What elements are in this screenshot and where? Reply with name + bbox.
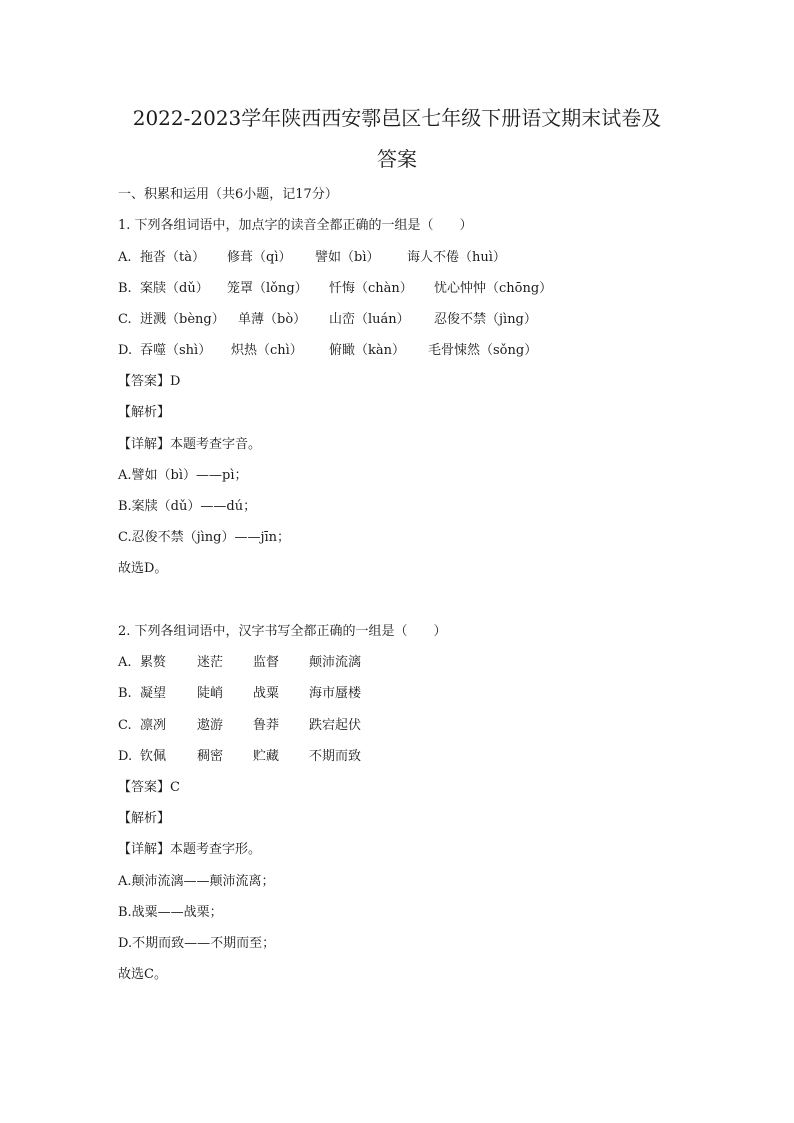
- option-word: 迷茫: [197, 655, 224, 670]
- option-word: 累赘: [140, 655, 167, 670]
- option-word: 诲人不倦（huì）: [407, 250, 506, 265]
- option-letter: D.: [118, 749, 133, 764]
- question-2-analysis-heading: 【解析】: [118, 811, 171, 826]
- question-2-option-b: [118, 686, 418, 702]
- option-letter: A.: [118, 655, 132, 670]
- option-word: 海市蜃楼: [309, 686, 362, 701]
- document-title-continued: 答案: [377, 147, 417, 171]
- question-1-option-d: [118, 343, 578, 359]
- option-word: 钦佩: [140, 749, 167, 764]
- question-1-stem: 1. 下列各组词语中，加点字的读音全都正确的一组是（ ）: [118, 218, 473, 233]
- question-1-note: B.案牍（dǔ）——dú；: [118, 499, 257, 514]
- option-word: 鲁莽: [253, 718, 280, 733]
- option-word: 炽热（chì）: [231, 343, 303, 358]
- option-letter: A.: [118, 250, 132, 265]
- option-word: 吞噬（shì）: [140, 343, 212, 358]
- option-word: 毛骨悚然（sǒng）: [428, 343, 538, 358]
- option-word: 单薄（bò）: [238, 312, 307, 327]
- option-word: 忍俊不禁（jìng）: [434, 312, 537, 327]
- option-word: 监督: [253, 655, 280, 670]
- question-2-option-a: [118, 655, 418, 671]
- option-word: 贮藏: [253, 749, 280, 764]
- question-2-note: A.颠沛流漓——颠沛流离；: [118, 874, 275, 889]
- option-letter: C.: [118, 718, 132, 733]
- option-letter: D.: [118, 343, 133, 358]
- question-2-option-c: [118, 718, 418, 734]
- option-word: 譬如（bì）: [315, 250, 380, 265]
- document-title: 2022-2023学年陕西西安鄠邑区七年级下册语文期末试卷及: [132, 106, 662, 130]
- option-letter: C.: [118, 312, 132, 327]
- option-word: 不期而致: [309, 749, 362, 764]
- question-1-note: A.譬如（bì）——pì；: [118, 468, 248, 483]
- option-word: 忏悔（chàn）: [329, 281, 413, 296]
- option-word: 山峦（luán）: [329, 312, 410, 327]
- question-2-conclusion: 故选C。: [118, 967, 167, 982]
- option-word: 凛冽: [140, 718, 167, 733]
- option-letter: B.: [118, 686, 132, 701]
- question-2-answer: 【答案】C: [118, 780, 180, 795]
- question-2-stem: 2. 下列各组词语中，汉字书写全都正确的一组是（ ）: [118, 624, 447, 639]
- option-word: 战粟: [253, 686, 280, 701]
- question-2-note: B.战粟——战栗；: [118, 905, 223, 920]
- option-word: 俯瞰（kàn）: [329, 343, 406, 358]
- option-word: 案牍（dǔ）: [140, 281, 209, 296]
- question-1-detail-heading: 【详解】本题考查字音。: [118, 437, 262, 452]
- question-1-conclusion: 故选D。: [118, 561, 168, 576]
- question-1-note: C.忍俊不禁（jìng）——jīn；: [118, 530, 291, 545]
- option-word: 迸溅（bèng）: [140, 312, 225, 327]
- question-1-answer: 【答案】D: [118, 374, 181, 389]
- option-word: 笼罩（lǒng）: [227, 281, 308, 296]
- option-word: 稠密: [197, 749, 224, 764]
- section-heading: 一、积累和运用（共6小题，记17分）: [118, 187, 338, 202]
- option-word: 拖沓（tà）: [140, 250, 205, 265]
- option-word: 跌宕起伏: [309, 718, 362, 733]
- option-word: 修葺（qì）: [227, 250, 292, 265]
- question-1-option-c: [118, 312, 578, 328]
- question-2-option-d: [118, 749, 418, 765]
- option-word: 颠沛流漓: [309, 655, 362, 670]
- option-word: 忧心忡忡（chōng）: [434, 281, 553, 296]
- question-1-analysis-heading: 【解析】: [118, 405, 171, 420]
- option-letter: B.: [118, 281, 132, 296]
- question-1-option-b: [118, 281, 578, 297]
- option-word: 凝望: [140, 686, 167, 701]
- option-word: 遨游: [197, 718, 224, 733]
- question-2-note: D.不期而致——不期而至；: [118, 936, 276, 951]
- question-2-detail-heading: 【详解】本题考查字形。: [118, 842, 262, 857]
- question-1-option-a: [118, 250, 578, 266]
- option-word: 陡峭: [197, 686, 224, 701]
